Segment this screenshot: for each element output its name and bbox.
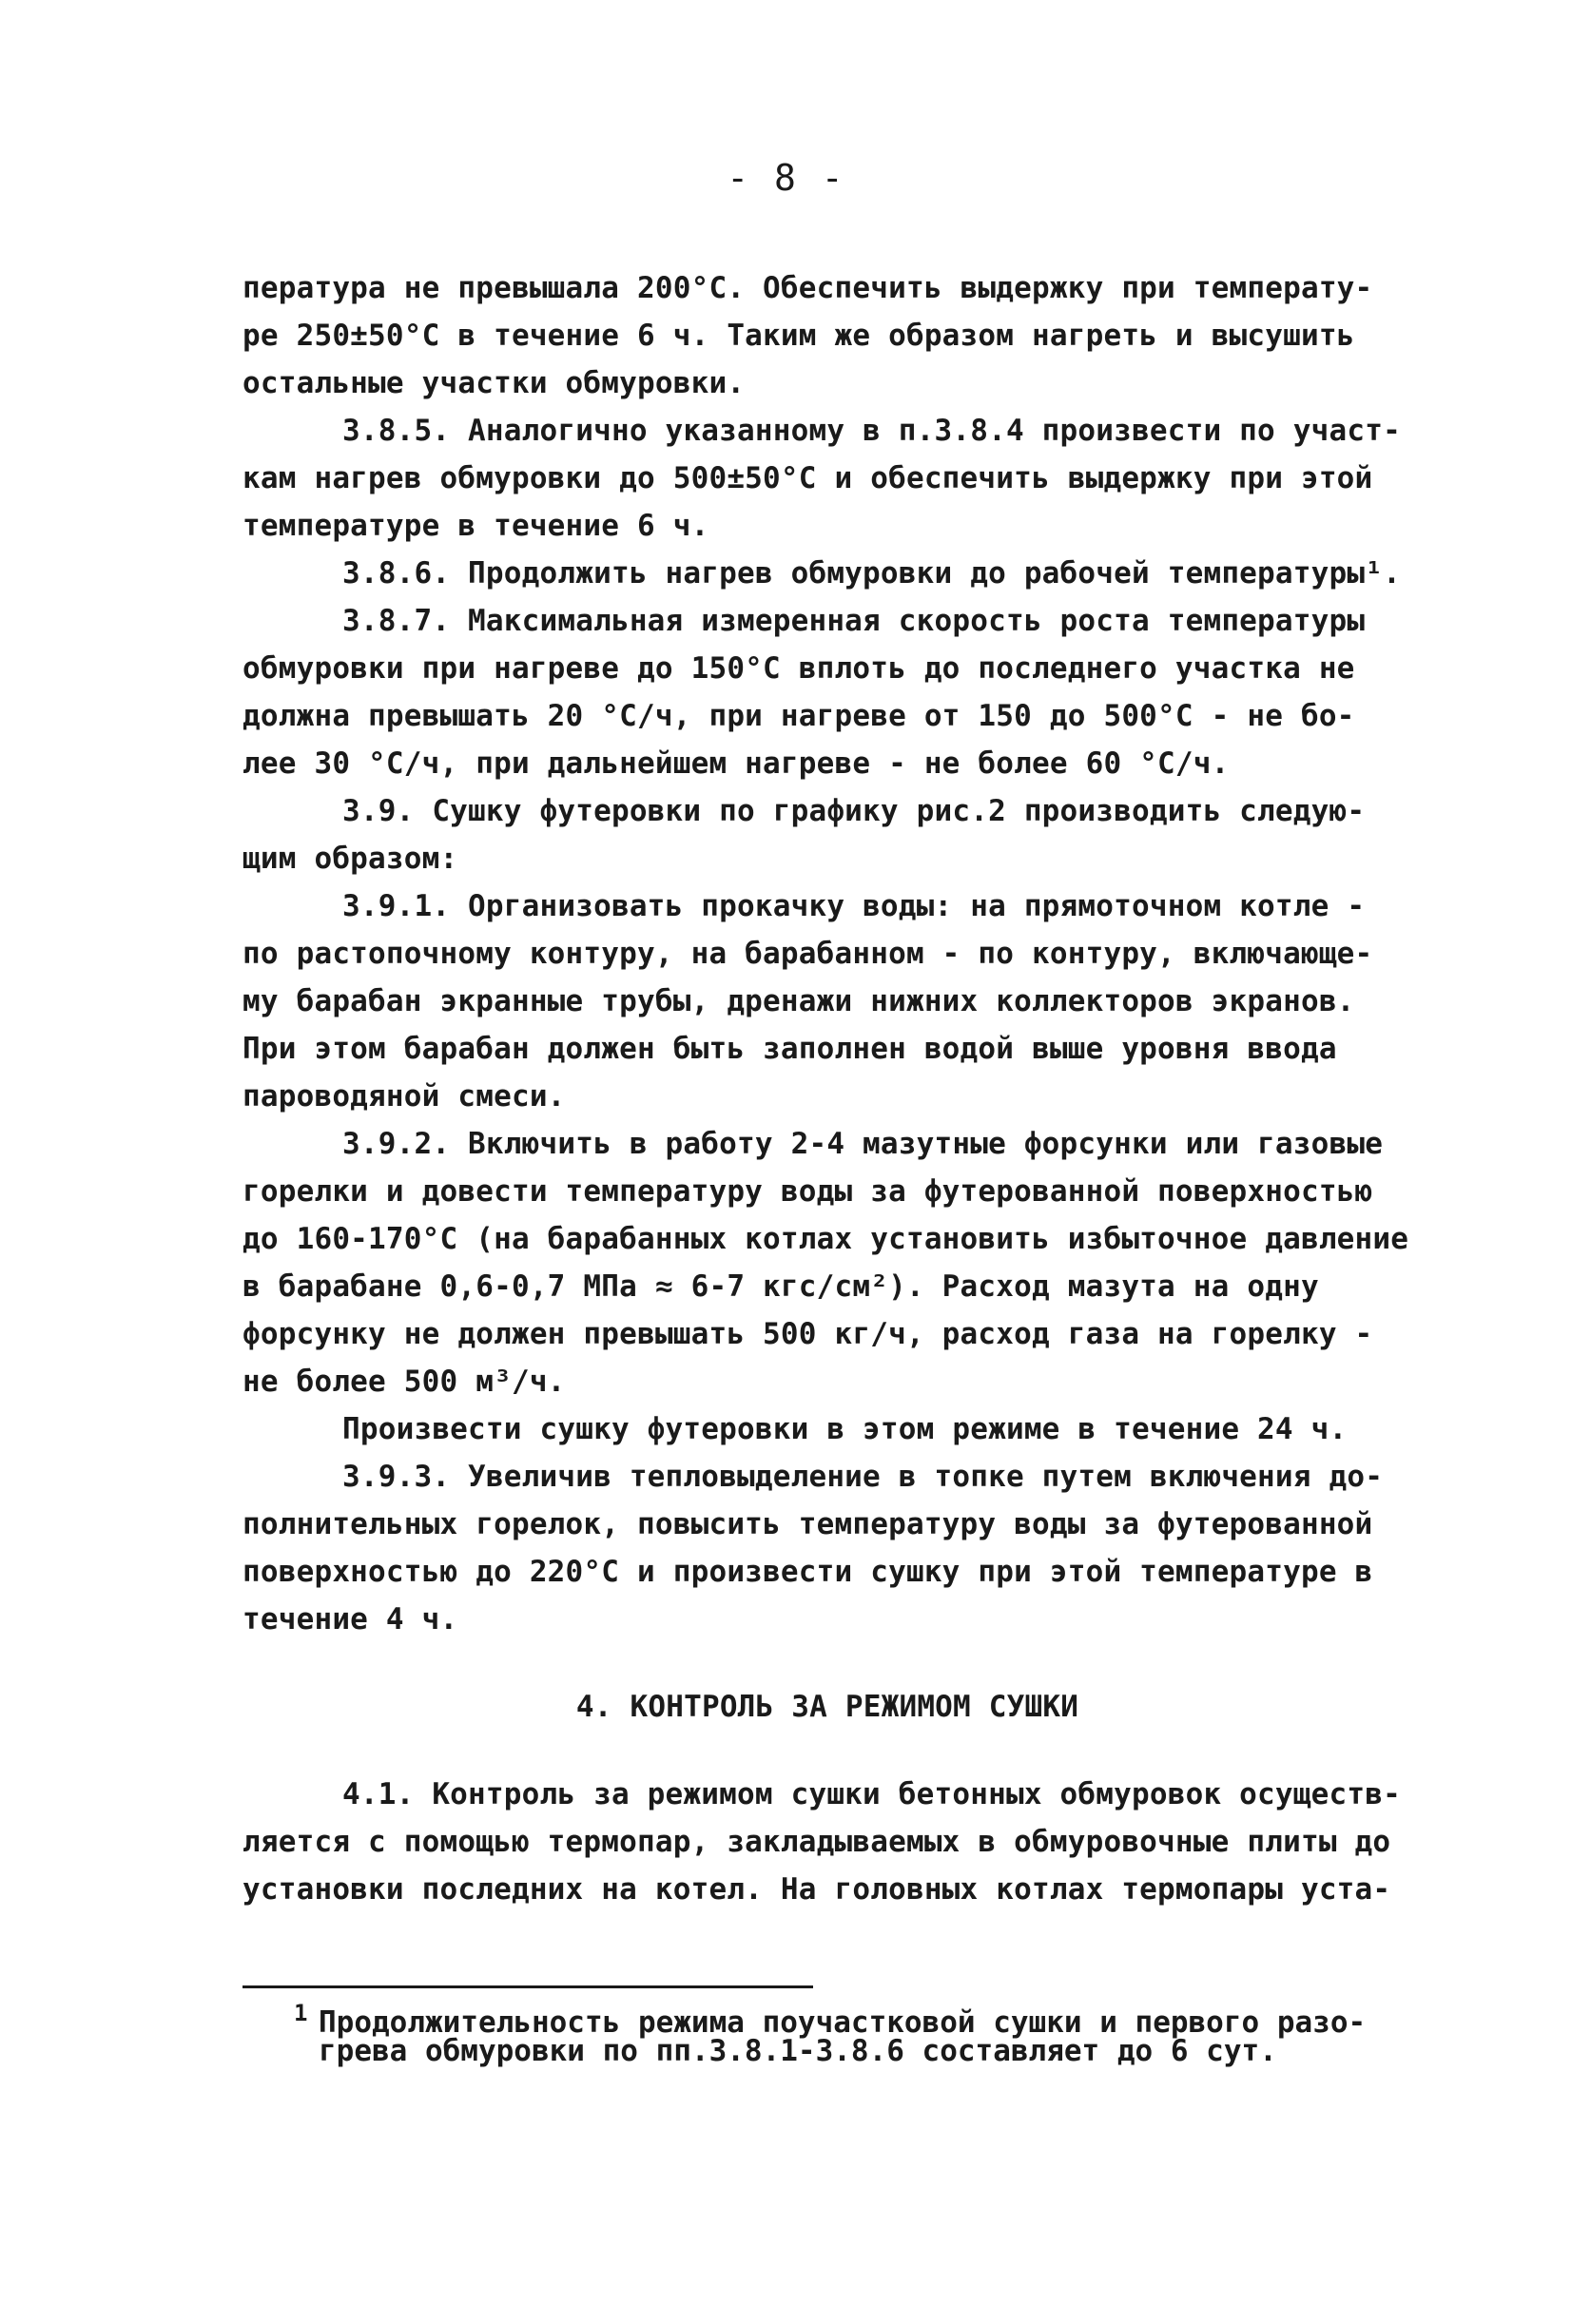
text-line: При этом барабан должен быть заполнен водой выше уровня ввода bbox=[243, 1032, 1337, 1066]
text-line: 3.8.7. Максимальная измеренная скорость роста температуры bbox=[342, 604, 1366, 638]
text-line: 3.9. Сушку футеровки по графику рис.2 производить следую- bbox=[342, 794, 1366, 828]
text-line: горелки и довести температуру воды за футерованной поверхностью bbox=[243, 1174, 1373, 1209]
text-line: пература не превышала 200°С. Обеспечить выдержку при температу- bbox=[243, 271, 1373, 305]
text-line: лее 30 °С/ч, при дальнейшем нагреве - не более 60 °С/ч. bbox=[243, 746, 1230, 781]
text-line: 3.9.3. Увеличив тепловыделение в топке путем включения до- bbox=[342, 1460, 1384, 1494]
text-line: установки последних на котел. На головных котлах термопары уста- bbox=[243, 1872, 1391, 1907]
footnote bbox=[294, 2000, 1536, 2068]
section-heading: 4. КОНТРОЛЬ ЗА РЕЖИМОМ СУШКИ bbox=[575, 1690, 1079, 1724]
text-line: 3.8.6. Продолжить нагрев обмуровки до рабочей температуры¹. bbox=[342, 556, 1401, 591]
footnote-line: грева обмуровки по пп.3.8.1-3.8.6 составляет до 6 сут. bbox=[319, 2034, 1277, 2068]
text-line: до 160-170°С (на барабанных котлах установить избыточное давление bbox=[243, 1222, 1409, 1256]
body-text bbox=[243, 264, 1526, 1913]
text-line: пароводяной смеси. bbox=[243, 1079, 566, 1114]
text-line: 3.9.2. Включить в работу 2-4 мазутные форсунки или газовые bbox=[342, 1127, 1384, 1161]
text-line: му барабан экранные трубы, дренажи нижних коллекторов экранов. bbox=[243, 984, 1355, 1018]
text-line: течение 4 ч. bbox=[243, 1602, 458, 1636]
text-line: поверхностью до 220°С и произвести сушку при этой температуре в bbox=[243, 1555, 1373, 1589]
text-line: ре 250±50°С в течение 6 ч. Таким же образом нагреть и высушить bbox=[243, 319, 1355, 353]
footnote-divider bbox=[243, 1985, 813, 1988]
text-line: кам нагрев обмуровки до 500±50°С и обеспечить выдержку при этой bbox=[243, 461, 1373, 495]
text-line: должна превышать 20 °С/ч, при нагреве от 150 до 500°С - не бо- bbox=[243, 699, 1355, 733]
text-line: не более 500 м³/ч. bbox=[243, 1365, 566, 1399]
footnote-mark: 1 bbox=[294, 2000, 308, 2026]
paragraphs-section-3 bbox=[243, 264, 1526, 1643]
text-line: ляется с помощью термопар, закладываемых в обмуровочные плиты до bbox=[243, 1825, 1391, 1859]
text-line: температуре в течение 6 ч. bbox=[243, 509, 709, 543]
text-line: по растопочному контуру, на барабанном - по контуру, включающе- bbox=[243, 937, 1373, 971]
text-line: 3.9.1. Организовать прокачку воды: на прямоточном котле - bbox=[342, 889, 1366, 923]
text-line: 3.8.5. Аналогично указанному в п.3.8.4 произвести по участ- bbox=[342, 414, 1401, 448]
page-number: - 8 - bbox=[727, 157, 845, 199]
text-line: щим образом: bbox=[243, 842, 458, 876]
text-line: форсунку не должен превышать 500 кг/ч, расход газа на горелку - bbox=[243, 1317, 1373, 1351]
text-line: полнительных горелок, повысить температуру воды за футерованной bbox=[243, 1507, 1373, 1541]
paragraphs-section-4 bbox=[243, 1771, 1526, 1913]
text-line: Произвести сушку футеровки в этом режиме в течение 24 ч. bbox=[342, 1412, 1348, 1446]
text-line: 4.1. Контроль за режимом сушки бетонных обмуровок осуществ- bbox=[342, 1777, 1401, 1811]
text-line: обмуровки при нагреве до 150°С вплоть до последнего участка не bbox=[243, 651, 1355, 686]
text-line: в барабане 0,6-0,7 МПа ≈ 6-7 кгс/см²). Расход мазута на одну bbox=[243, 1269, 1319, 1304]
footnote-line: Продолжительность режима поучастковой сушки и первого разо- bbox=[319, 2005, 1367, 2040]
text-line: остальные участки обмуровки. bbox=[243, 366, 746, 400]
